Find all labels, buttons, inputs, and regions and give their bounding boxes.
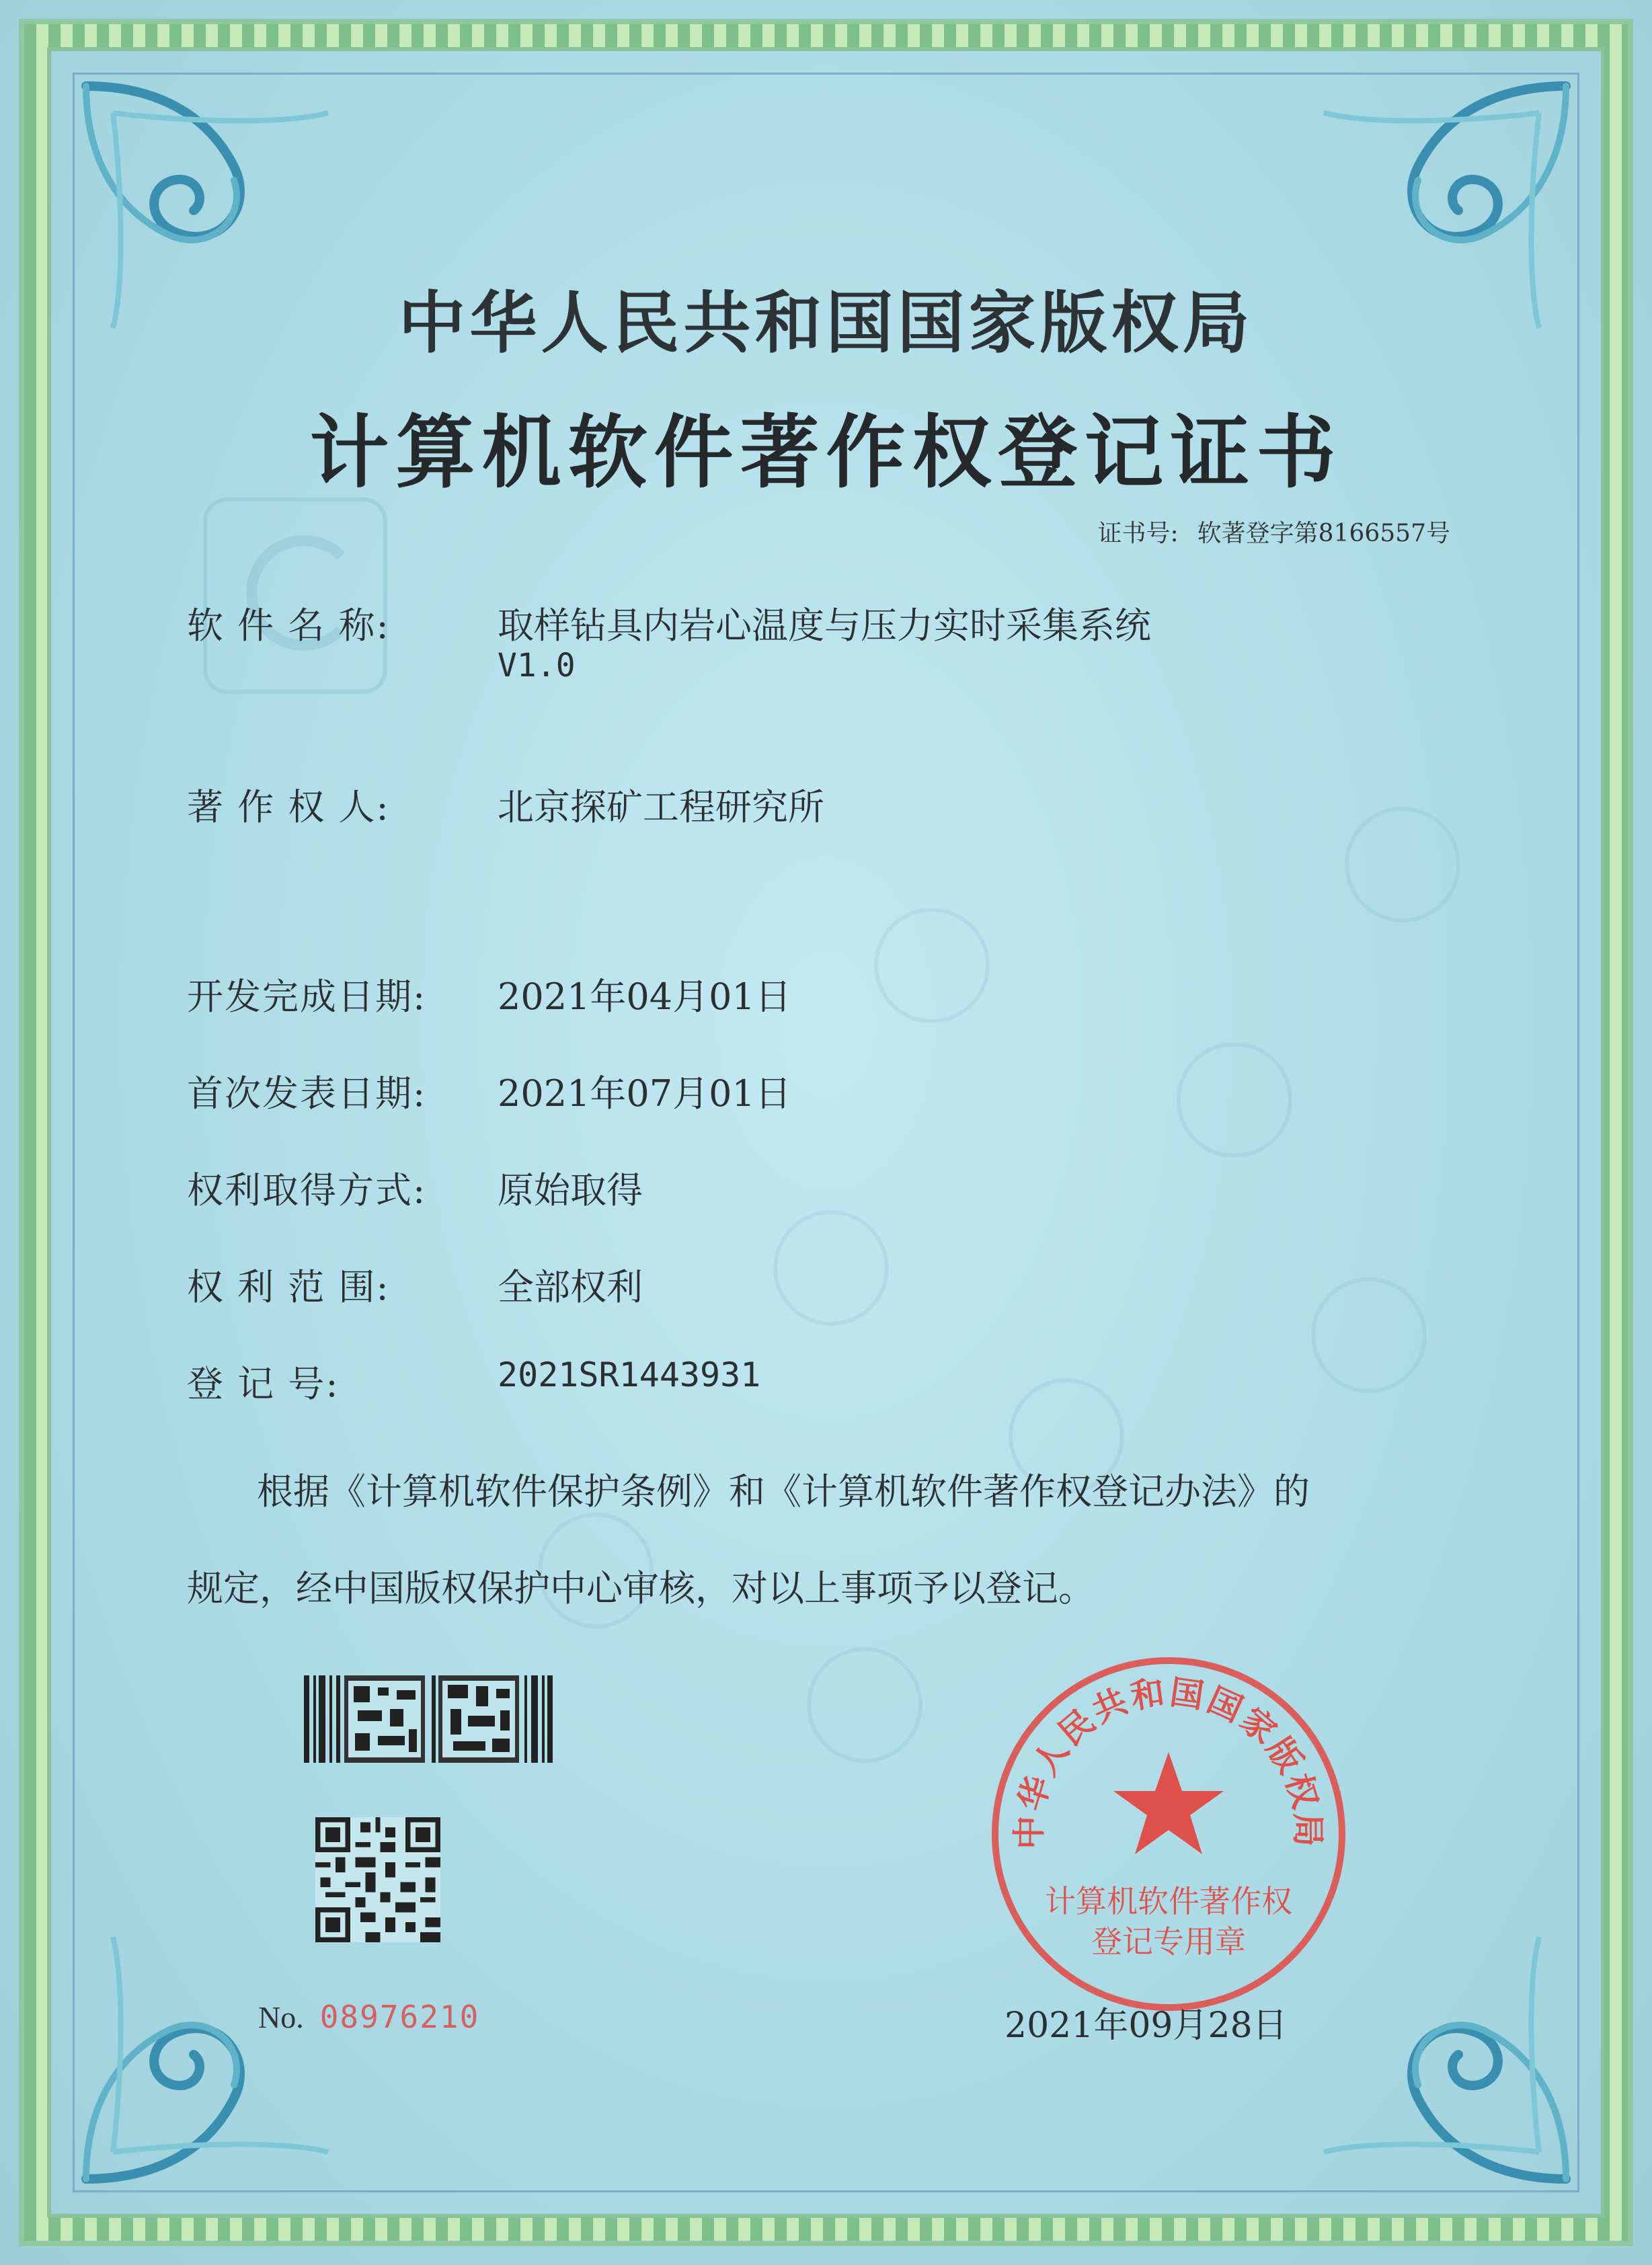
publication-date-value: 2021年07月01日	[498, 1072, 791, 1115]
publication-date-label: 首次发表日期:	[187, 1072, 427, 1115]
copyright-owner-label: 著 作 权 人:	[187, 786, 390, 828]
software-name-label: 软 件 名 称:	[187, 604, 390, 647]
software-name-value: 取样钻具内岩心温度与压力实时采集系统	[498, 604, 1151, 647]
copyright-center-emblem	[203, 498, 387, 694]
certificate-title: 计算机软件著作权登记证书	[309, 405, 1343, 499]
corner-ornament-bottom-left	[73, 1910, 355, 2192]
watermark-icon	[773, 1210, 889, 1326]
watermark-icon	[1177, 1042, 1292, 1158]
watermark-icon	[1311, 1277, 1427, 1393]
registration-number-label: 登 记 号:	[187, 1363, 340, 1405]
certificate-number-label: 证书号:	[1097, 520, 1179, 547]
scope-of-rights-label: 权 利 范 围:	[187, 1266, 390, 1308]
scope-of-rights-value: 全部权利	[498, 1266, 643, 1308]
acquisition-method-value: 原始取得	[498, 1169, 643, 1211]
issuing-authority: 中华人民共和国国家版权局	[398, 283, 1254, 362]
statement-line-2: 规定，经中国版权保护中心审核，对以上事项予以登记。	[187, 1567, 1095, 1610]
seal-inner-line-2: 登记专用章	[1091, 1923, 1246, 1960]
seal-outer-text: 中华人民共和国国家版权局	[1009, 1672, 1328, 1850]
copyright-owner-value: 北京探矿工程研究所	[498, 786, 824, 828]
watermark-icon	[1345, 807, 1460, 922]
issue-date: 2021年09月28日	[1005, 2005, 1288, 2046]
certificate-number-value: 软著登字第8166557号	[1197, 520, 1450, 547]
qr-code-icon	[315, 1817, 441, 1942]
serial-number-value: 08976210	[319, 1999, 480, 2035]
development-date-label: 开发完成日期:	[187, 976, 427, 1018]
software-version-value: V1.0	[498, 647, 576, 684]
barcode-icon	[304, 1675, 553, 1763]
acquisition-method-label: 权利取得方式:	[187, 1169, 427, 1211]
statement-line-1: 根据《计算机软件保护条例》和《计算机软件著作权登记办法》的	[257, 1470, 1310, 1513]
watermark-icon	[807, 1647, 922, 1763]
star-icon	[1113, 1752, 1224, 1854]
official-seal	[986, 1651, 1351, 2017]
certificate-number	[1098, 514, 1450, 549]
registration-number-value: 2021SR1443931	[498, 1355, 761, 1394]
serial-number	[258, 1999, 479, 2035]
watermark-icon	[874, 908, 990, 1023]
serial-prefix: No.	[258, 2000, 304, 2034]
seal-inner-line-1: 计算机软件著作权	[1045, 1883, 1292, 1919]
development-date-value: 2021年04月01日	[498, 976, 791, 1018]
